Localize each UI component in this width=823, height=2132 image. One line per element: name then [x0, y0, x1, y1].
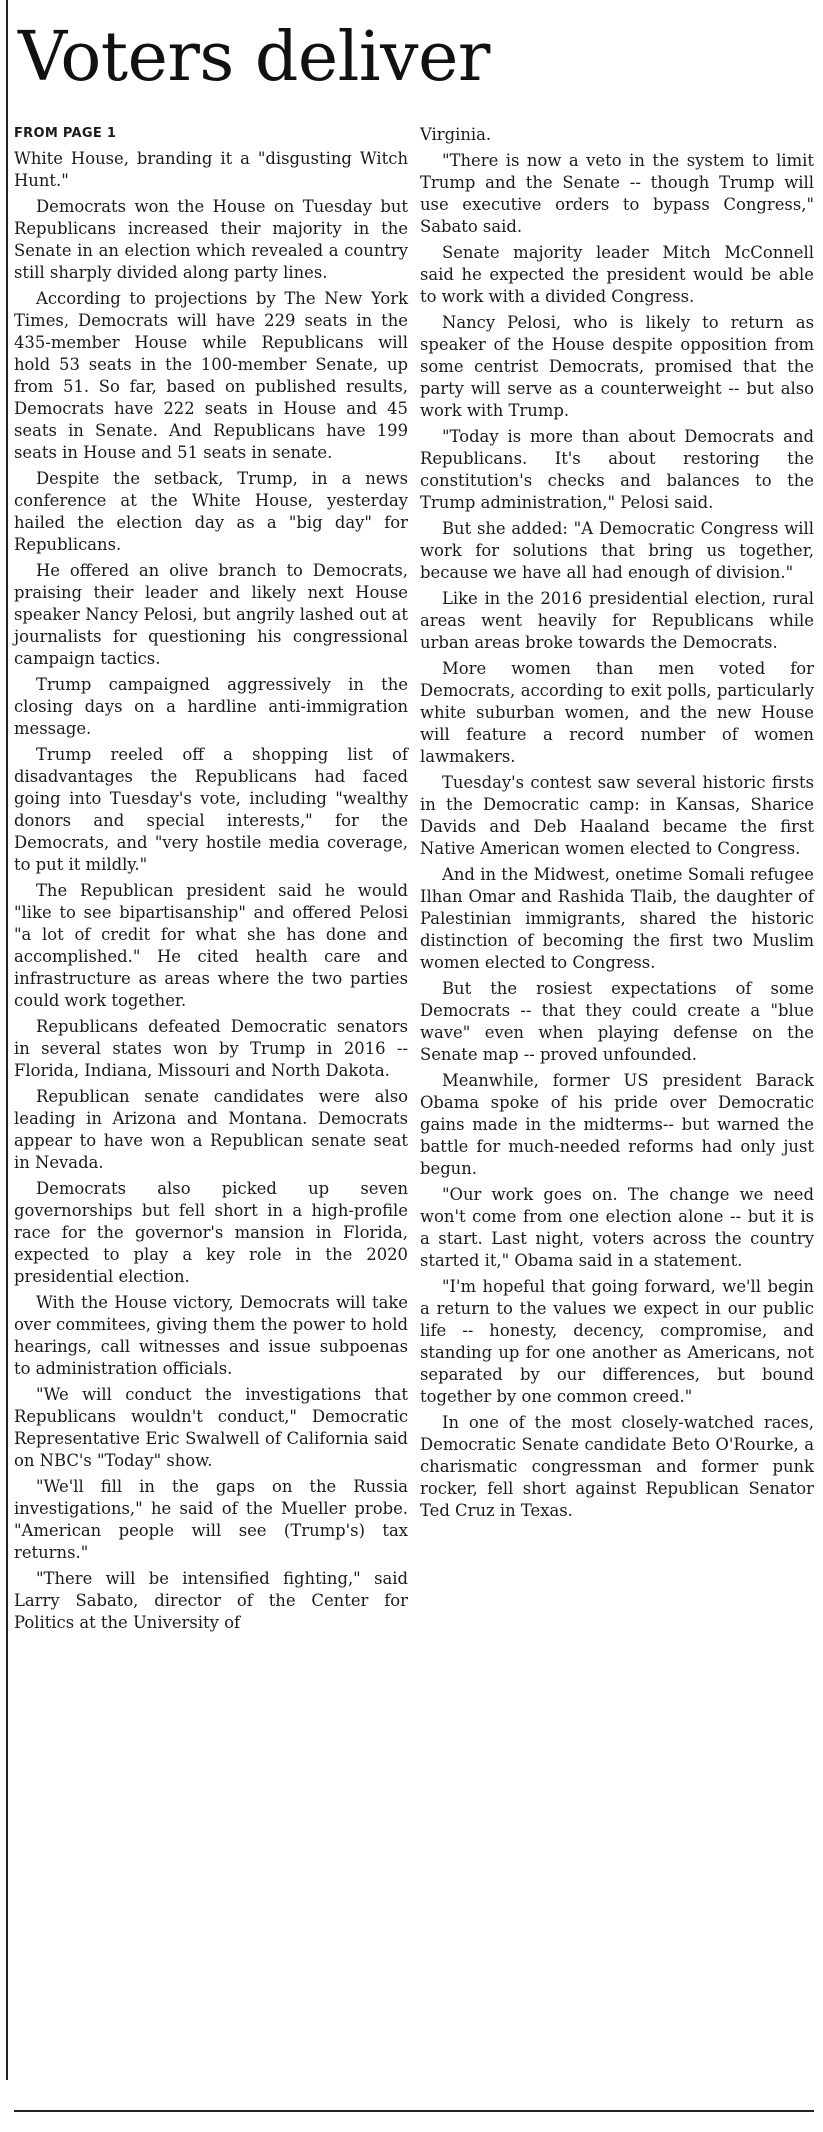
paragraph: Tuesday's contest saw several historic firsts in the Democratic camp: in Kansas, Sharice Davids and Deb Haaland became the first Native American women elected to Congress. — [420, 773, 814, 858]
bottom-rule — [14, 2110, 814, 2112]
paragraph: Meanwhile, former US president Barack Obama spoke of his pride over Democratic gains made in the midterms-- but warned the battle for much-needed reforms had only just begun. — [420, 1071, 814, 1178]
continued-from-label: FROM PAGE 1 — [14, 126, 117, 141]
paragraph: In one of the most closely-watched races, Democratic Senate candidate Beto O'Rourke, a charismatic congressman and former punk rocker, fell short against Republican Senator Ted Cruz in Texas. — [420, 1413, 814, 1520]
paragraph: Senate majority leader Mitch McConnell said he expected the president would be able to work with a divided Congress. — [420, 243, 814, 306]
paragraph: "We'll fill in the gaps on the Russia investigations," he said of the Mueller probe. "American people will see (Trump's) tax returns." — [14, 1477, 408, 1562]
article-body — [14, 124, 814, 2104]
paragraph: Trump campaigned aggressively in the closing days on a hardline anti-immigration message. — [14, 675, 408, 738]
paragraph: White House, branding it a "disgusting Witch Hunt." — [14, 149, 408, 190]
column-left — [14, 124, 408, 2104]
paragraph: "I'm hopeful that going forward, we'll begin a return to the values we expect in our public life -- honesty, decency, compromise, and standing up for one another as Americans, not separated by our differences, but bound together by one common creed." — [420, 1277, 814, 1406]
paragraph: According to projections by The New York Times, Democrats will have 229 seats in the 435-member House while Republicans will hold 53 seats in the 100-member Senate, up from 51. So far, based on published results, Democrats have 222 seats in House and 45 seats in Senate. And Republicans have 199 seats in House and 51 seats in senate. — [14, 289, 408, 462]
paragraph: Despite the setback, Trump, in a news conference at the White House, yesterday hailed the election day as a "big day" for Republicans. — [14, 469, 408, 554]
column-right — [420, 124, 814, 2104]
paragraph: And in the Midwest, onetime Somali refugee Ilhan Omar and Rashida Tlaib, the daughter of Palestinian immigrants, shared the historic distinction of becoming the first two Muslim women elected to Congress. — [420, 865, 814, 972]
paragraph: Virginia. — [420, 125, 492, 144]
paragraph: "We will conduct the investigations that Republicans wouldn't conduct," Democratic Representative Eric Swalwell of California said on NBC's "Today" show. — [14, 1385, 408, 1470]
paragraph: "Today is more than about Democrats and Republicans. It's about restoring the constitution's checks and balances to the Trump administration," Pelosi said. — [420, 427, 814, 512]
paragraph: Nancy Pelosi, who is likely to return as speaker of the House despite opposition from some centrist Democrats, promised that the party will serve as a counterweight -- but also work with Trump. — [420, 313, 814, 420]
paragraph: He offered an olive branch to Democrats, praising their leader and likely next House speaker Nancy Pelosi, but angrily lashed out at journalists for questioning his congressional campaign tactics. — [14, 561, 408, 668]
paragraph: "There is now a veto in the system to limit Trump and the Senate -- though Trump will use executive orders to bypass Congress," Sabato said. — [420, 151, 814, 236]
paragraph: With the House victory, Democrats will take over commitees, giving them the power to hold hearings, call witnesses and issue subpoenas to administration officials. — [14, 1293, 408, 1378]
paragraph: Democrats also picked up seven governorships but fell short in a high-profile race for the governor's mansion in Florida, expected to play a key role in the 2020 presidential election. — [14, 1179, 408, 1286]
paragraph: Trump reeled off a shopping list of disadvantages the Republicans had faced going into Tuesday's vote, including "wealthy donors and special interests," for the Democrats, and "very hostile media coverage, to put it mildly." — [14, 745, 408, 874]
paragraph: Republican senate candidates were also leading in Arizona and Montana. Democrats appear to have won a Republican senate seat in Nevada. — [14, 1087, 408, 1172]
paragraph: Democrats won the House on Tuesday but Republicans increased their majority in the Senate in an election which revealed a country still sharply divided along party lines. — [14, 197, 408, 282]
paragraph: But she added: "A Democratic Congress will work for solutions that bring us together, because we have all had enough of division." — [420, 519, 814, 582]
column-rule-left — [6, 0, 8, 2080]
paragraph: Republicans defeated Democratic senators in several states won by Trump in 2016 -- Florida, Indiana, Missouri and North Dakota. — [14, 1017, 408, 1080]
paragraph: "There will be intensified fighting," said Larry Sabato, director of the Center for Politics at the University of — [14, 1569, 408, 1632]
paragraph: "Our work goes on. The change we need won't come from one election alone -- but it is a start. Last night, voters across the country started it," Obama said in a statement. — [420, 1185, 814, 1270]
paragraph: Like in the 2016 presidential election, rural areas went heavily for Republicans while urban areas broke towards the Democrats. — [420, 589, 814, 652]
paragraph: More women than men voted for Democrats, according to exit polls, particularly white suburban women, and the new House will feature a record number of women lawmakers. — [420, 659, 814, 766]
paragraph: But the rosiest expectations of some Democrats -- that they could create a "blue wave" even when playing defense on the Senate map -- proved unfounded. — [420, 979, 814, 1064]
paragraph: The Republican president said he would "like to see bipartisanship" and offered Pelosi "a lot of credit for what she has done and accomplished." He cited health care and infrastructure as areas where the two parties could work together. — [14, 881, 408, 1010]
headline: Voters deliver — [18, 18, 490, 97]
